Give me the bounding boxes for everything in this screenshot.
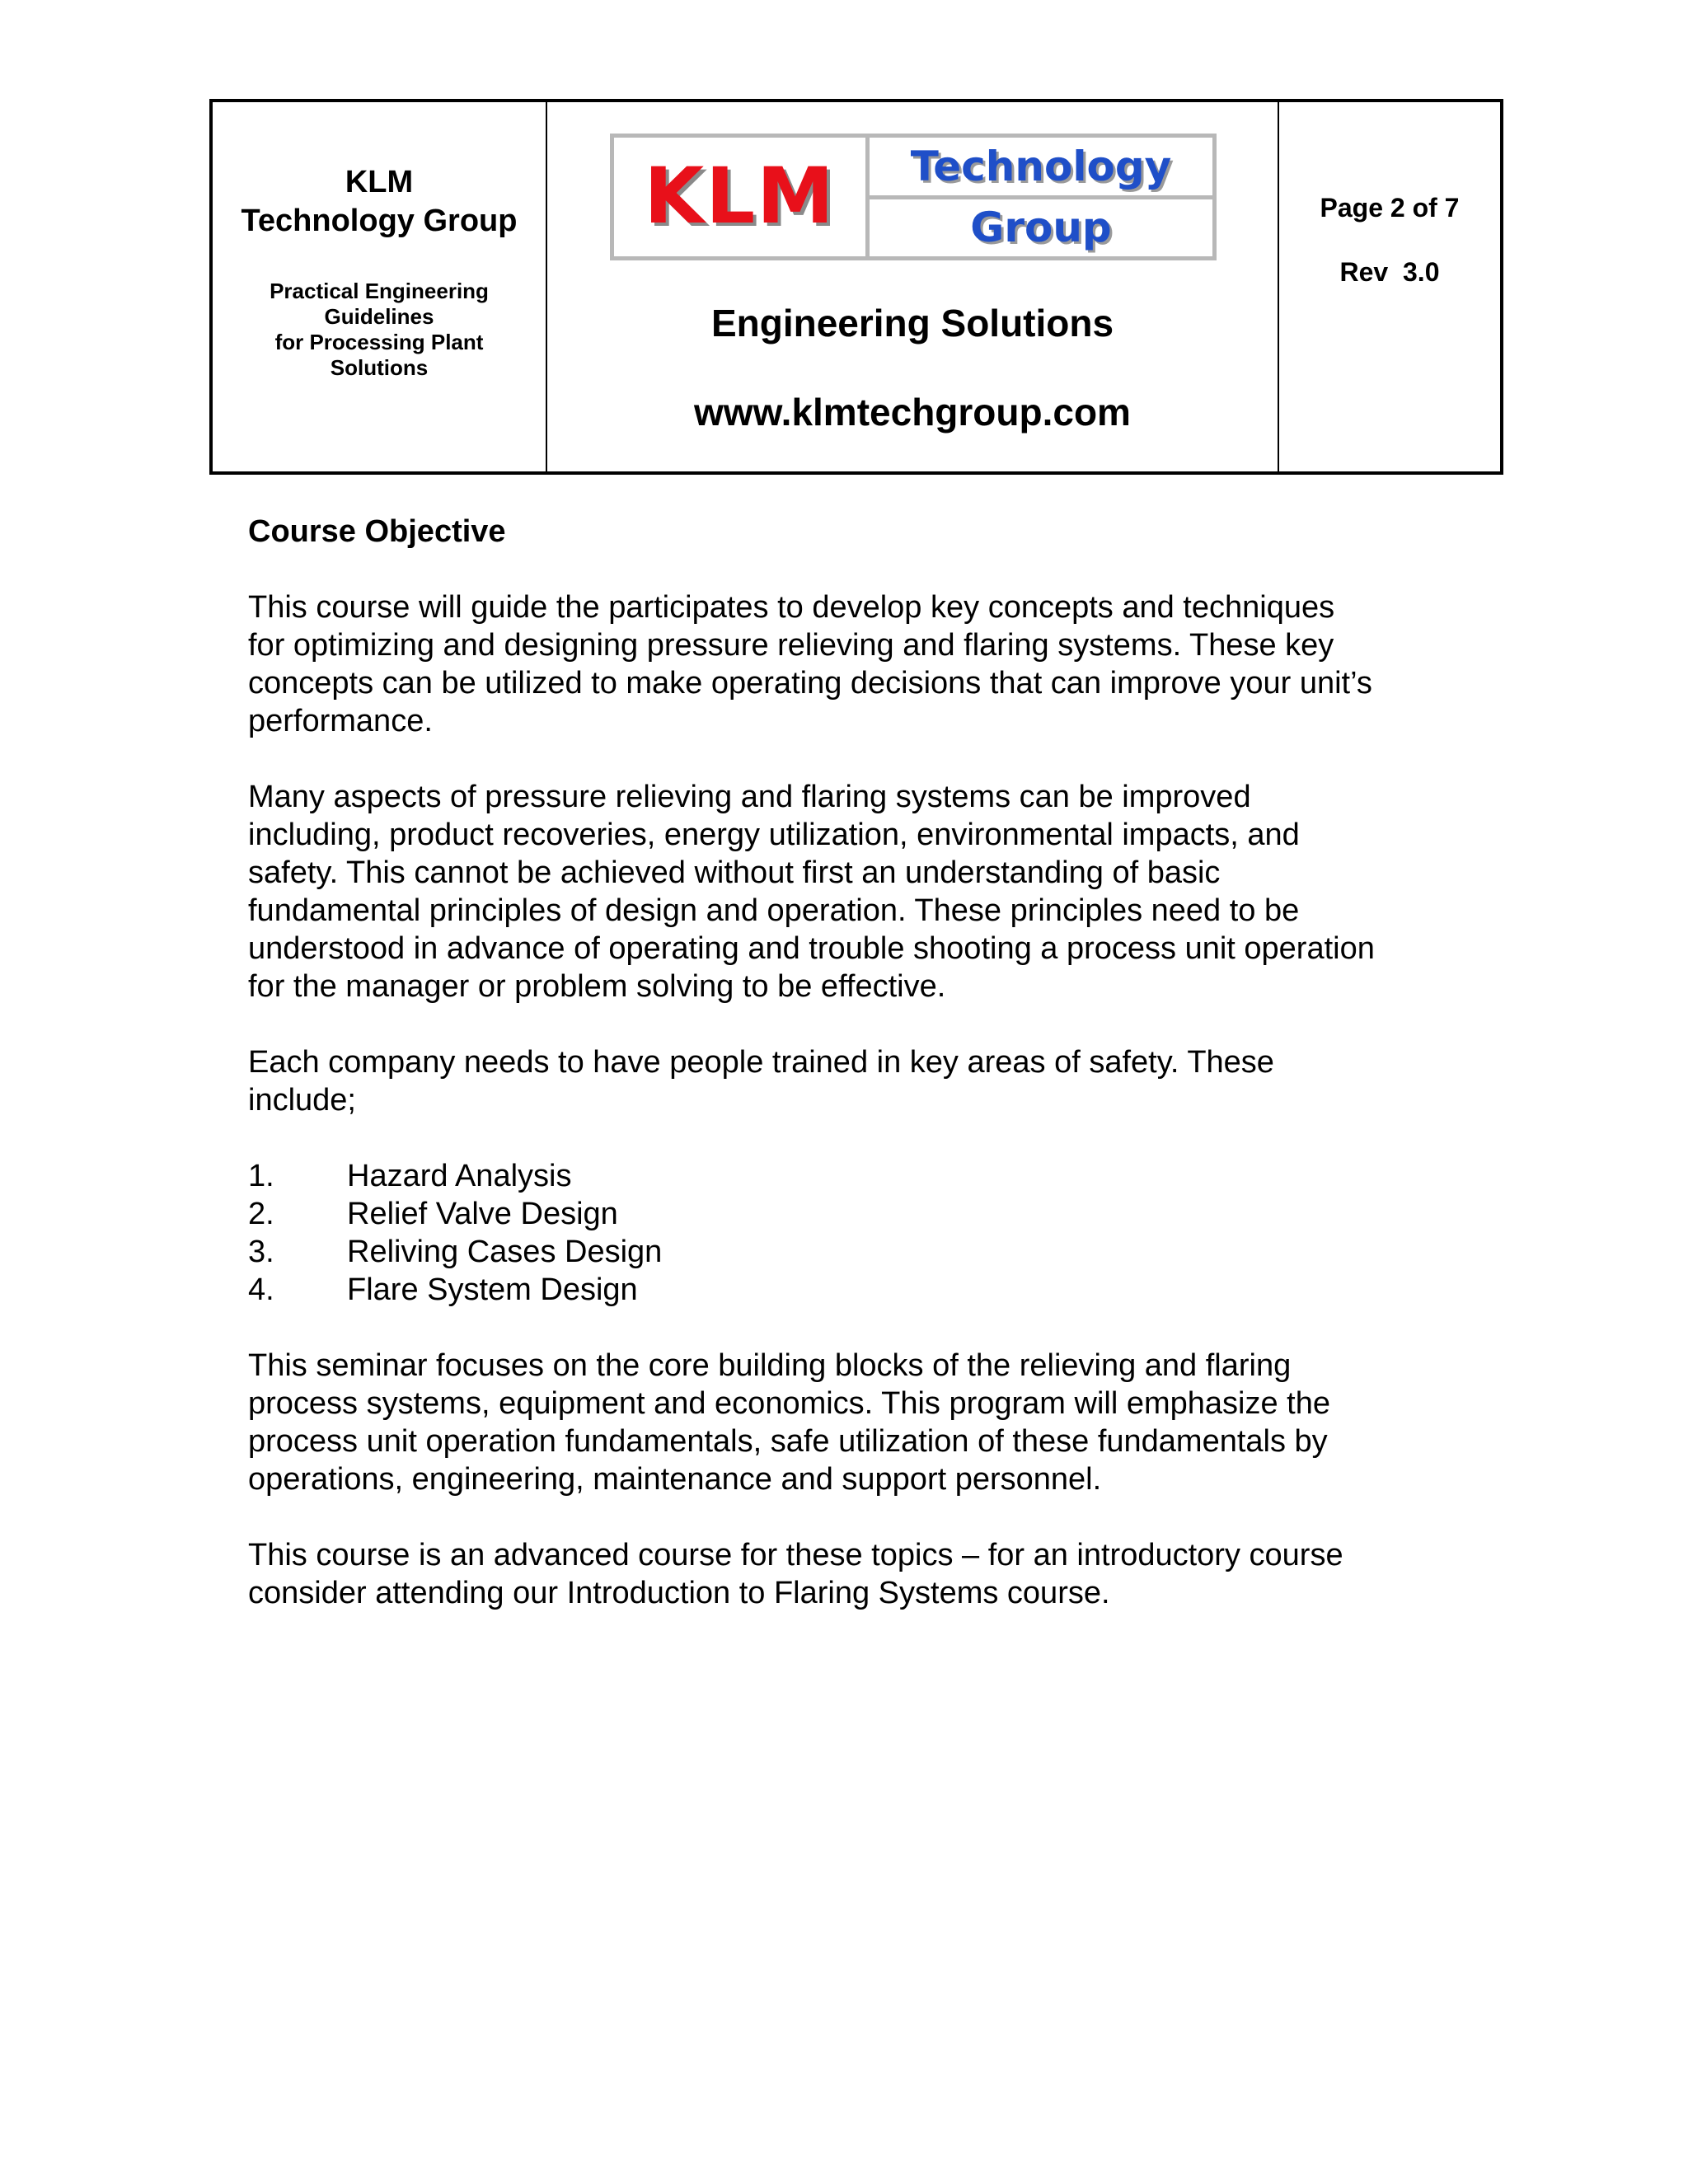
list-item-number: 4. — [248, 1272, 274, 1307]
paragraph-advanced-course: This course is an advanced course for these topics – for an introductory course consider attending our Introduction to Flaring Systems course. — [248, 1538, 1343, 1610]
paragraph-intro: This course will guide the participates to develop key concepts and techniques for optimizing and designing pressure relieving and flaring systems. These key concepts can be utilized to make operating decisions that can improve your unit’s performance. — [248, 590, 1372, 738]
list-item — [248, 1271, 1501, 1309]
list-item — [248, 1233, 1501, 1271]
section-title: Course Objective — [248, 514, 506, 549]
company-name: KLM Technology Group — [241, 165, 518, 238]
list-item-text: Flare System Design — [347, 1272, 638, 1307]
header-left-cell — [213, 102, 547, 471]
klm-logo — [610, 134, 1217, 260]
list-item-number: 3. — [248, 1235, 274, 1269]
website-url: www.klmtechgroup.com — [694, 391, 1131, 434]
logo-technology-text: Technology — [870, 138, 1212, 199]
paragraph-aspects: Many aspects of pressure relieving and flaring systems can be improved including, product recoveries, energy utilization, environmental impacts, and safety. This cannot be achieved without first an understanding of basic fundamental principles of design and operation. These principles need to be understood in advance of operating and trouble shooting a process unit operation for the manager or problem solving to be effective. — [248, 780, 1375, 1004]
page-number: Page 2 of 7 — [1320, 193, 1460, 223]
list-item-number: 1. — [248, 1159, 274, 1193]
list-item — [248, 1157, 1501, 1195]
document-header — [209, 99, 1503, 475]
list-item-text: Reliving Cases Design — [347, 1235, 663, 1269]
paragraph-training: Each company needs to have people trained in key areas of safety. These include; — [248, 1045, 1274, 1118]
list-item-text: Relief Valve Design — [347, 1197, 618, 1231]
document-body — [248, 513, 1501, 1650]
topics-list — [248, 1157, 1501, 1309]
logo-klm-block — [614, 138, 870, 256]
list-item-text: Hazard Analysis — [347, 1159, 572, 1193]
paragraph-seminar-focus: This seminar focuses on the core building blocks of the relieving and flaring process systems, equipment and economics. This program will emphasize the process unit operation fundamentals, safe utilization of these fundamentals by operations, engineering, maintenance and support personnel. — [248, 1348, 1330, 1497]
list-item-number: 2. — [248, 1197, 274, 1231]
revision-number: Rev 3.0 — [1339, 257, 1440, 287]
logo-right-block — [870, 138, 1212, 256]
header-right-cell — [1279, 102, 1500, 471]
engineering-solutions-title: Engineering Solutions — [710, 302, 1114, 344]
header-center-cell — [547, 102, 1279, 471]
logo-group-text: Group — [970, 204, 1112, 252]
list-item — [248, 1195, 1501, 1233]
company-tagline: Practical Engineering Guidelines for Processing Plant Solutions — [270, 279, 489, 380]
logo-klm-text: KLM — [644, 152, 836, 241]
